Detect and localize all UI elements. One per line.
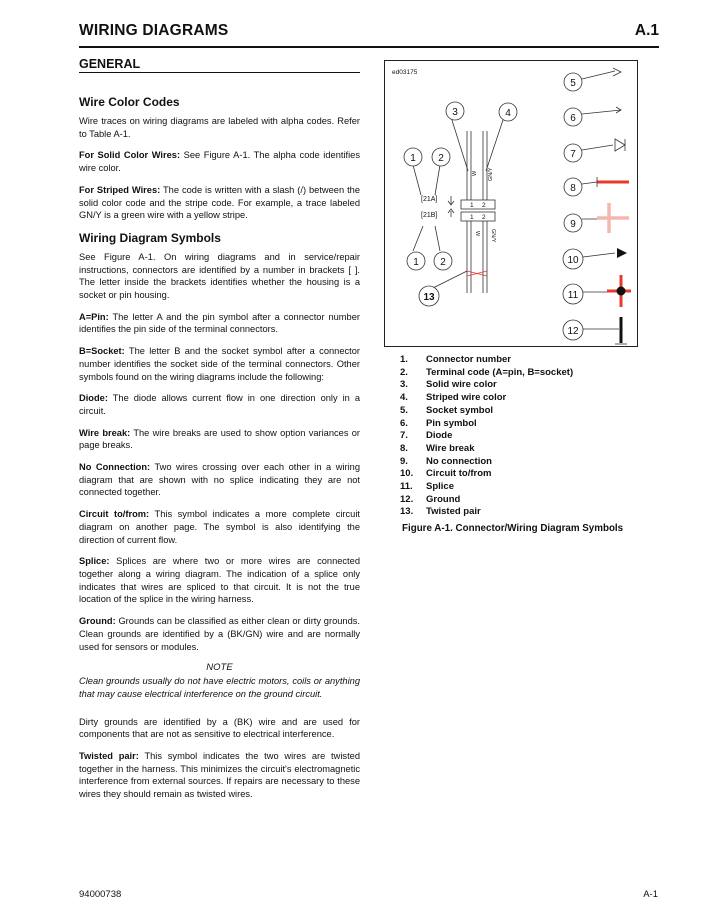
legend-item: 8. Wire break	[400, 442, 475, 454]
figure-legend	[400, 354, 650, 519]
paragraph-diode: Diode: The diode allows current flow in one direction only in a circuit.	[79, 393, 360, 416]
callout-2-bottom: 2	[440, 257, 446, 268]
header-rule	[79, 46, 659, 48]
callout-11: 11	[567, 290, 579, 301]
pin-label-b2: 2	[482, 214, 486, 221]
twisted-pair-marks	[467, 271, 487, 276]
body-text-column	[79, 57, 360, 810]
callout-2-top: 2	[438, 153, 444, 164]
pin-label-b1: 1	[470, 214, 474, 221]
pin-symbol-icon	[582, 107, 621, 114]
callout-6: 6	[570, 113, 576, 124]
note-body: Clean grounds usually do not have electric motors, coils or anything that may cause electrical interference on the ground circuit.	[79, 676, 360, 699]
paragraph-wire-break: Wire break: The wire breaks are used to show option variances or page breaks.	[79, 427, 360, 451]
legend-item: 1. Connector number	[400, 354, 511, 365]
paragraph-pin: A=Pin: The letter A and the pin symbol after a connector number identifies the pin side of the terminal connectors.	[79, 311, 360, 335]
paragraph-splice: Splice: Splices are where two or more wires are connected together along a wiring diagram. The indication of a splice only indicates that wires are spliced to that circuit. It is not the true location of the splice in the wiring harness.	[79, 556, 360, 605]
legend-item: 7. Diode	[400, 430, 453, 442]
paragraph-dirty-ground: Dirty grounds are identified by a (BK) wire and are used for components that are not as sensitive to electrical interference.	[79, 716, 360, 740]
callout-7: 7	[570, 149, 576, 160]
section-code: A.1	[634, 22, 659, 39]
callout-10: 10	[567, 255, 579, 266]
legend-item: 9. No connection	[400, 455, 492, 467]
legend-item: 5. Socket symbol	[400, 404, 494, 416]
wire-break-icon	[582, 177, 629, 187]
figure-id: ed03175	[392, 69, 418, 76]
paragraph-striped-wires: For Striped Wires: The code is written with a slash (/) between the solid color code and the stripe code. For example, a trace labeled GN/Y is a green wire with a yellow stripe.	[79, 184, 360, 221]
figure-a1-box	[384, 60, 638, 347]
paragraph-no-connection: No Connection: Two wires crossing over each other in a wiring diagram that are shown with no splice indicating they are not connected together.	[79, 462, 360, 498]
legend-item: 3. Solid wire color	[400, 379, 497, 391]
paragraph-solid-wires: For Solid Color Wires: See Figure A-1. The alpha code identifies wire color.	[79, 150, 360, 174]
note-title: NOTE	[206, 662, 233, 674]
section-title: GENERAL	[79, 57, 360, 73]
legend-item: 12. Ground	[400, 493, 461, 505]
callout-5: 5	[570, 78, 576, 89]
connector-diagram	[413, 117, 503, 293]
page-number: A-1	[643, 889, 658, 900]
legend-item: 6. Pin symbol	[400, 417, 477, 429]
callout-4: 4	[505, 108, 511, 119]
splice-icon	[583, 275, 631, 307]
callout-8: 8	[570, 183, 576, 194]
paragraph-socket: B=Socket: The letter B and the socket symbol after a connector number identifies the socket side of the terminal connectors. Other symbols found on the wiring diagrams include the following:	[79, 346, 360, 382]
legend-item: 4. Striped wire color	[400, 392, 507, 404]
circuit-to-from-icon	[583, 248, 627, 258]
callout-12: 12	[567, 326, 579, 337]
heading-wire-color-codes: Wire Color Codes	[79, 95, 180, 109]
legend-item: 11. Splice	[400, 481, 454, 493]
callout-13: 13	[423, 292, 435, 303]
ground-icon	[583, 317, 627, 344]
wire-label-w-top: W	[472, 170, 478, 176]
callout-3: 3	[452, 107, 458, 118]
paragraph-circuit: Circuit to/from: This symbol indicates a more complete circuit diagram on another page. The symbol is also identifying the direction of current flow.	[79, 509, 360, 545]
connector-21a-label: [21A]	[421, 196, 438, 203]
callout-1-top: 1	[410, 153, 416, 164]
callout-1-bottom: 1	[413, 257, 419, 268]
wire-label-gny-top: GN/Y	[488, 167, 494, 181]
document-number: 94000738	[79, 889, 122, 900]
legend-item: 13. Twisted pair	[400, 506, 481, 518]
wire-label-w-bottom: W	[474, 231, 480, 237]
heading-diagram-symbols: Wiring Diagram Symbols	[79, 230, 221, 245]
figure-caption: Figure A-1. Connector/Wiring Diagram Symbols	[402, 523, 624, 534]
wiring-symbols-diagram	[385, 61, 639, 348]
socket-symbol-icon	[582, 68, 621, 79]
paragraph-symbols-intro: See Figure A-1. On wiring diagrams and in service/repair instructions, connectors are identified by a number in brackets [ ]. The letter inside the brackets identifies whether the housing is a socket or pin housing.	[79, 251, 360, 301]
no-connection-icon	[582, 203, 629, 233]
page-title: WIRING DIAGRAMS	[79, 22, 229, 39]
paragraph-ground: Ground: Grounds can be classified as either clean or dirty grounds. Clean grounds are identified by a (BK/GN) wire and are normally used for sensors or modules.	[79, 616, 360, 652]
callout-9: 9	[570, 219, 576, 230]
pin-label-a1: 1	[470, 202, 474, 209]
legend-item: 2. Terminal code (A=pin, B=socket)	[400, 366, 574, 378]
paragraph-twisted-pair: Twisted pair: This symbol indicates the two wires are twisted together in the harness. This minimizes the circuit's electromagnetic interference from external sources. If repairs are necessary to these wires they should remain as twisted wires.	[79, 751, 360, 800]
wire-label-gny-bottom: GN/Y	[490, 229, 496, 243]
pin-label-a2: 2	[482, 202, 486, 209]
connector-21b-label: [21B]	[421, 212, 438, 219]
paragraph-wire-color-intro: Wire traces on wiring diagrams are labeled with alpha codes. Refer to Table A-1.	[79, 116, 360, 139]
diode-icon	[582, 139, 625, 151]
legend-item: 10. Circuit to/from	[400, 468, 492, 480]
